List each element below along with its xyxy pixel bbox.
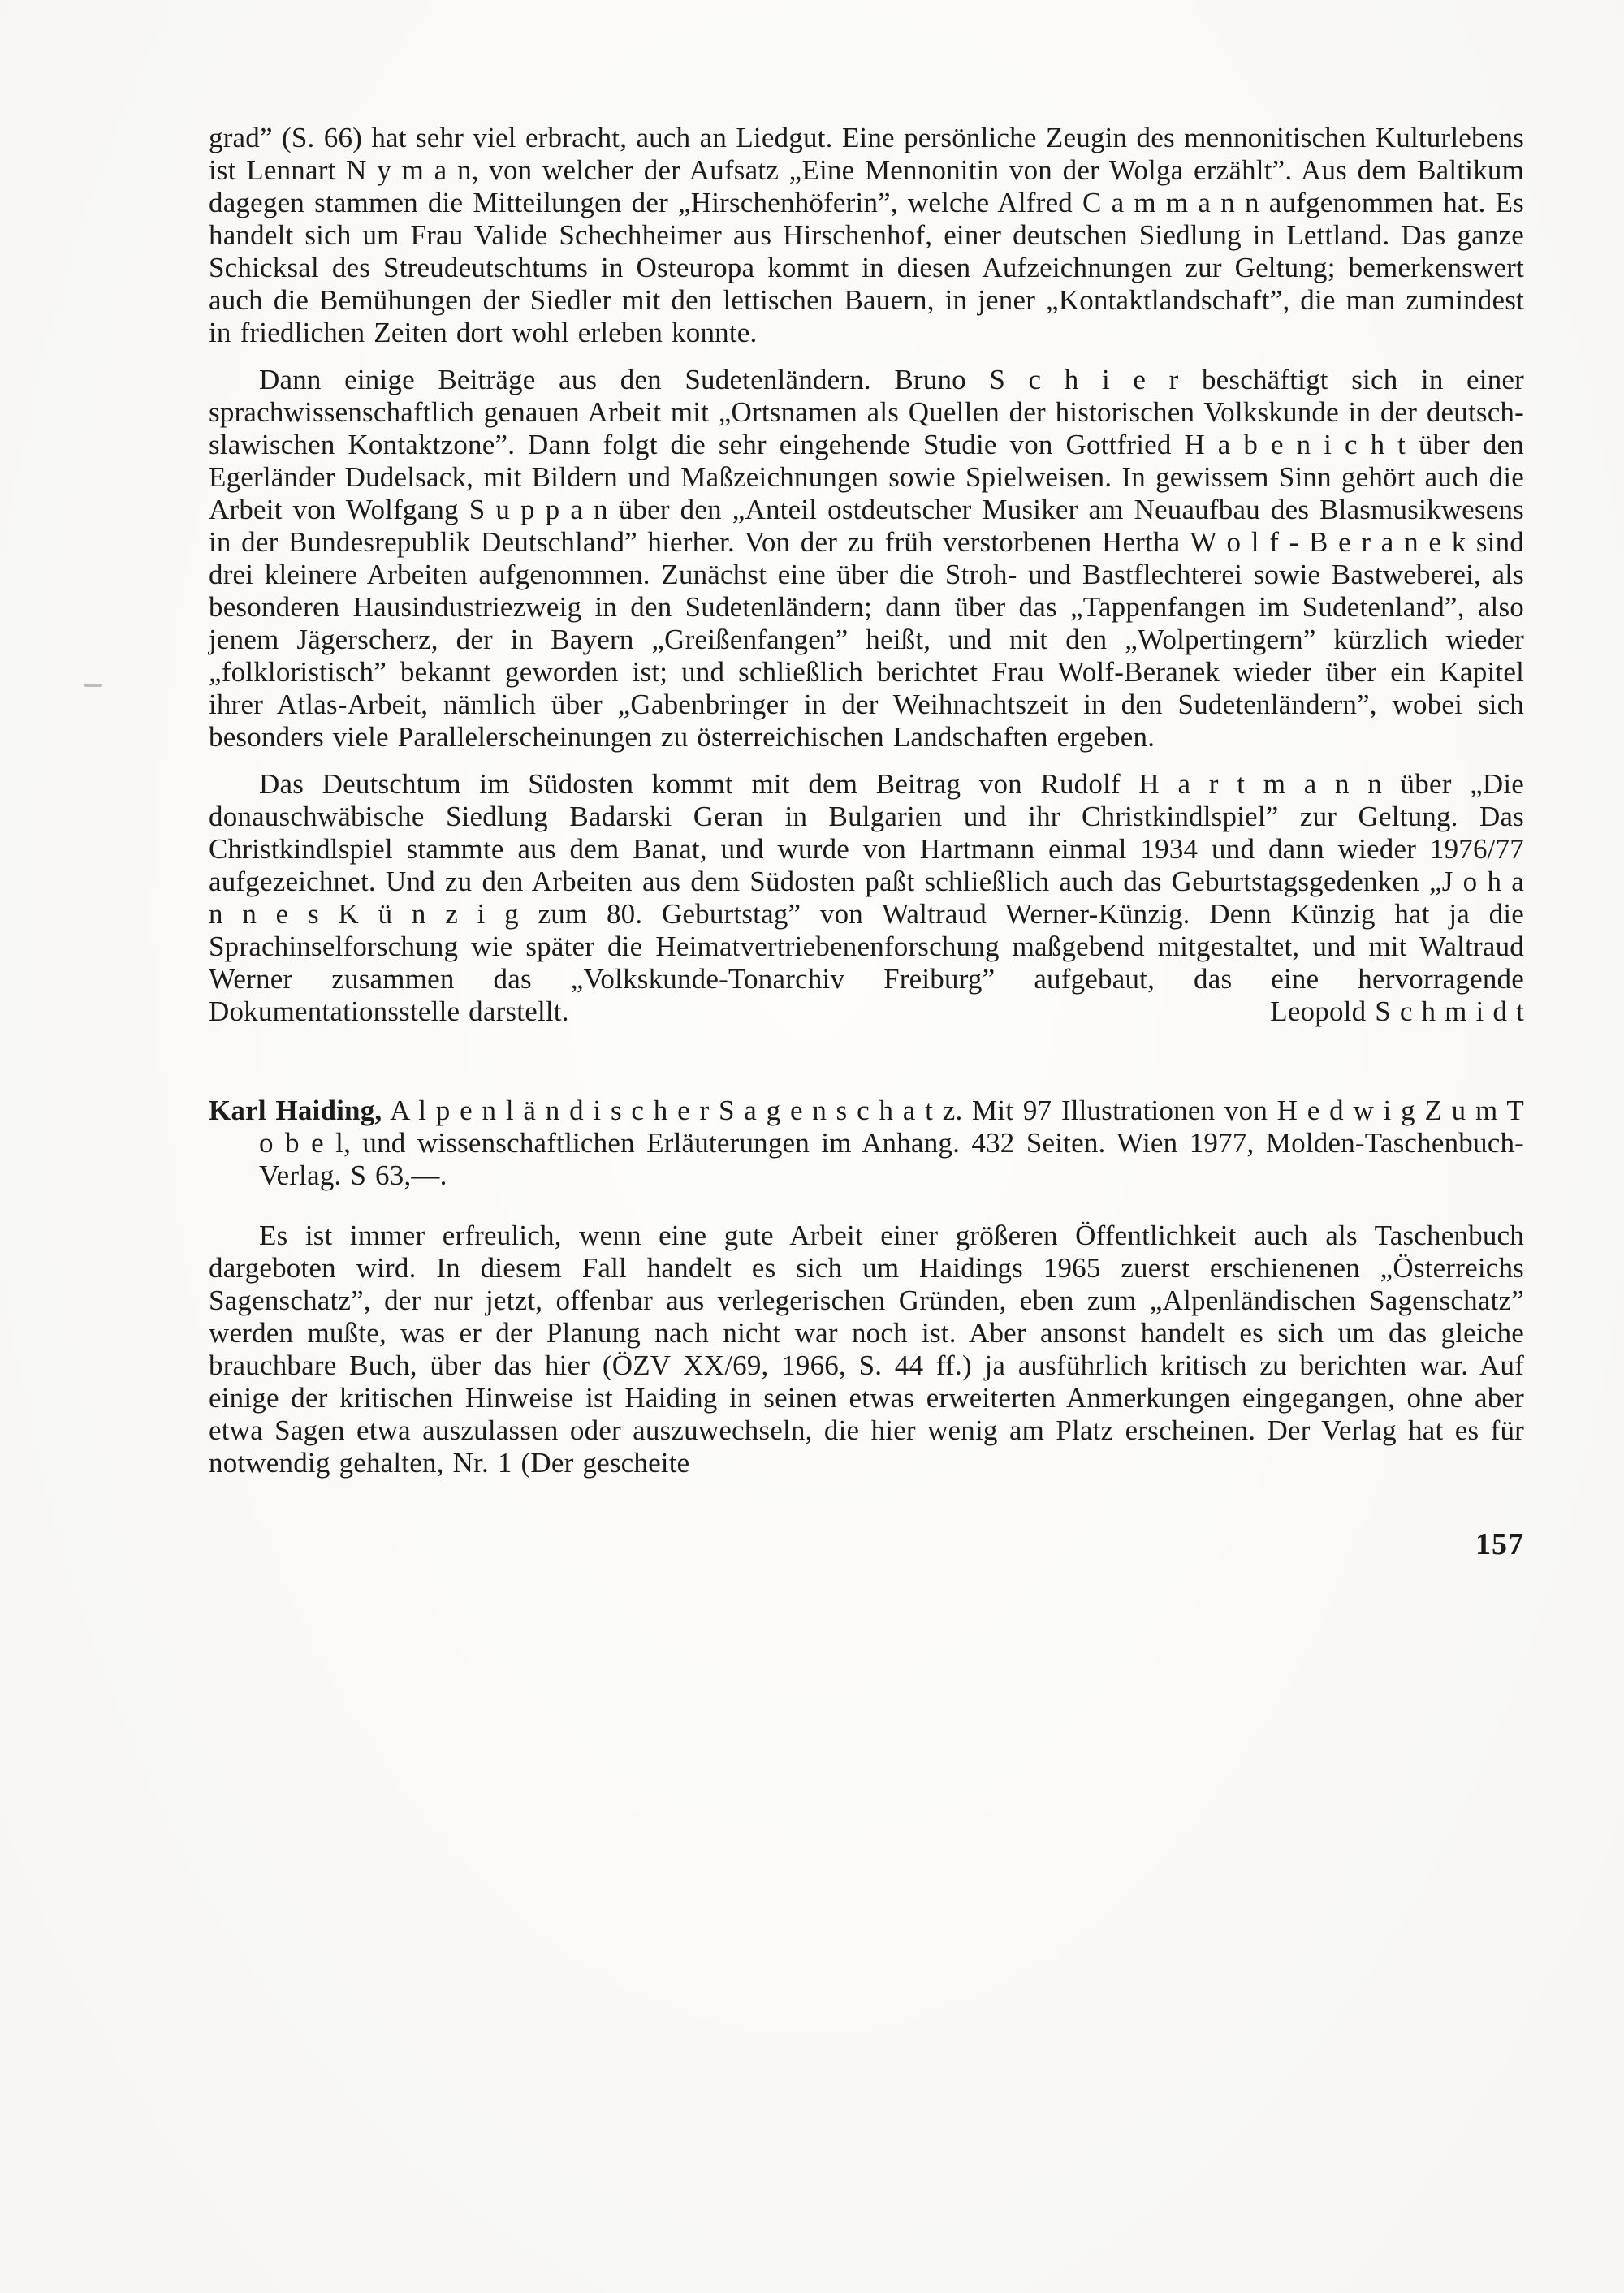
text-block	[209, 122, 1524, 1561]
scan-artifact-dash	[84, 684, 102, 687]
book-citation	[209, 1095, 1524, 1192]
review-paragraph-continuation: grad” (S. 66) hat sehr viel erbracht, auch an Liedgut. Eine persönliche Zeugin des mennonitischen Kulturlebens ist Lennart N y m a n, von welcher der Aufsatz „Eine Mennonitin von der Wolga erzählt”. Aus dem Baltikum dagegen stammen die Mitteilungen der „Hirschenhöferin”, welche Alfred C a m m a n n aufgenommen hat. Es handelt sich um Frau Valide Schechheimer aus Hirschenhof, einer deutschen Siedlung in Lettland. Das ganze Schicksal des Streudeutschtums in Osteuropa kommt in diesen Aufzeichnungen zur Geltung; bemerkenswert auch die Bemühungen der Siedler mit den lettischen Bauern, in jener „Kontaktlandschaft”, die man zumindest in friedlichen Zeiten dort wohl erleben konnte.	[209, 122, 1524, 348]
review-paragraph-haiding: Es ist immer erfreulich, wenn eine gute Arbeit einer größeren Öffentlichkeit auch als Taschenbuch dargeboten wird. In diesem Fall handelt es sich um Haidings 1965 zuerst erschienenen „Österreichs Sagenschatz”, der nur jetzt, offenbar aus verlegerischen Gründen, eben zum „Alpenländischen Sagenschatz” werden mußte, was er der Planung nach nicht war noch ist. Aber ansonst handelt es sich um das gleiche brauchbare Buch, über das hier (ÖZV XX/69, 1966, S. 44 ff.) ja ausführlich kritisch zu berichten war. Auf einige der kritischen Hinweise ist Haiding in seinen etwas erweiterten Anmerkungen eingegangen, ohne aber etwa Sagen etwa auszulassen oder auszuwechseln, die hier wenig am Platz erscheinen. Der Verlag hat es für notwendig gehalten, Nr. 1 (Der gescheite	[209, 1220, 1524, 1479]
review-paragraph-suedosten	[209, 768, 1524, 1028]
reviewer-signature: Leopold S c h m i d t	[1270, 995, 1524, 1027]
review-paragraph-sudeten: Dann einige Beiträge aus den Sudetenländern. Bruno S c h i e r beschäftigt sich in einer sprachwissenschaftlich genauen Arbeit mit „Ortsnamen als Quellen der historischen Volkskunde in der deutsch-slawischen Kontaktzone”. Dann folgt die sehr eingehende Studie von Gottfried H a b e n i c h t über den Egerländer Dudelsack, mit Bildern und Maßzeichnungen sowie Spielweisen. In gewissem Sinn gehört auch die Arbeit von Wolfgang S u p p a n über den „Anteil ostdeutscher Musiker am Neuaufbau des Blasmusikwesens in der Bundesrepublik Deutschland” hierher. Von der zu früh verstorbenen Hertha W o l f - B e r a n e k sind drei kleinere Arbeiten aufgenommen. Zunächst eine über die Stroh- und Bastflechterei sowie Bastweberei, als besonderen Hausindustriezweig in den Sudetenländern; dann über das „Tappenfangen im Sudetenland”, also jenem Jägerscherz, der in Bayern „Greißenfangen” heißt, und mit den „Wolpertingern” kürzlich wieder „folkloristisch” bekannt geworden ist; und schließlich berichtet Frau Wolf-Beranek wieder über ein Kapitel ihrer Atlas-Arbeit, nämlich über „Gabenbringer in der Weihnachtszeit in den Sudetenländern”, wobei sich besonders viele Parallelerscheinungen zu österreichischen Landschaften ergeben.	[209, 364, 1524, 753]
book-author-name: Karl Haiding,	[209, 1095, 382, 1126]
review-paragraph-text: Das Deutschtum im Südosten kommt mit dem Beitrag von Rudolf H a r t m a n n über „Die donauschwäbische Siedlung Badarski Geran in Bulgarien und ihr Christkindlspiel” zur Geltung. Das Christkindlspiel stammte aus dem Banat, und wurde von Hartmann einmal 1934 und dann wieder 1976/77 aufgezeichnet. Und zu den Arbeiten aus dem Südosten paßt schließlich auch das Geburtstagsgedenken „J o h a n n e s K ü n z i g zum 80. Geburtstag” von Waltraud Werner-Künzig. Denn Künzig hat ja die Sprachinselforschung wie später die Heimatvertriebenenforschung maßgebend mitgestaltet, und mit Waltraud Werner zusammen das „Volkskunde-Tonarchiv Freiburg” aufgebaut, das eine hervorragende Dokumentationsstelle darstellt.	[209, 768, 1524, 1027]
book-citation-details: A l p e n l ä n d i s c h e r S a g e n s c h a t z. Mit 97 Illustrationen von H e d w i g Z u m T o b e l, und wissenschaftlichen Erläuterungen im Anhang. 432 Seiten. Wien 1977, Molden-Taschenbuch-Verlag. S 63,—.	[259, 1095, 1524, 1191]
page-number: 157	[1475, 1527, 1524, 1561]
